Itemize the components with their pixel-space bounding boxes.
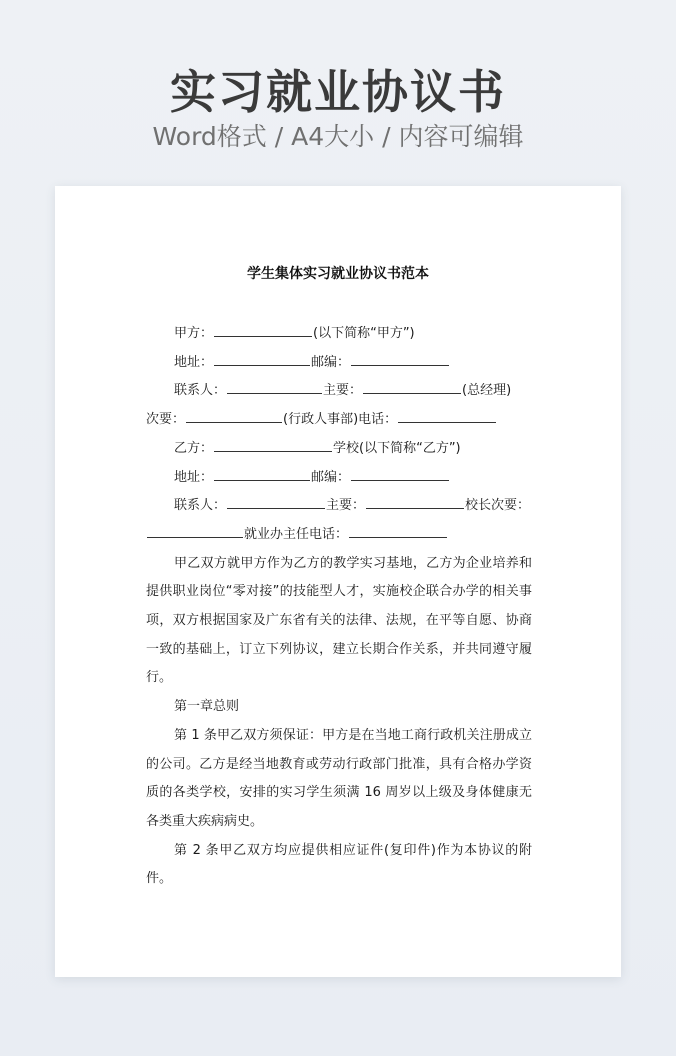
party-b-address-line <box>146 464 532 493</box>
party-a-main-label: 主要： <box>323 383 363 399</box>
party-b-director-phone-blank[interactable] <box>349 524 447 538</box>
banner-title: 实习就业协议书 <box>170 65 506 119</box>
party-a-suffix: (以下简称“甲方”) <box>313 326 415 341</box>
party-b-school-blank[interactable] <box>214 438 332 452</box>
party-b-postcode-blank[interactable] <box>351 467 449 481</box>
party-b-label: 乙方： <box>174 440 214 456</box>
party-a-contact-blank[interactable] <box>227 380 322 394</box>
party-a-main-blank[interactable] <box>363 380 461 394</box>
party-a-deputy-blank[interactable] <box>186 409 282 423</box>
party-b-contact-label: 联系人： <box>174 498 227 514</box>
party-b-main-blank[interactable] <box>366 495 464 509</box>
preamble-paragraph: 甲乙双方就甲方作为乙方的教学实习基地，乙方为企业培养和提供职业岗位“零对接”的技能型人才，实施校企联合办学的相关事项，双方根据国家及广东省有关的法律、法规，在平等自愿、协商一致的基础上，订立下列协议，建立长期合作关系，并共同遵守履行。 <box>146 555 532 686</box>
party-a-contact-line <box>146 377 532 406</box>
party-b-director-phone-label: 就业办主任电话： <box>244 526 349 542</box>
party-a-label: 甲方： <box>174 326 214 341</box>
party-a-name-blank[interactable] <box>214 323 312 337</box>
banner-subtitle: Word格式 / A4大小 / 内容可编辑 <box>152 122 524 151</box>
chapter-heading: 第一章总则 <box>174 699 240 715</box>
party-a-deputy-line <box>146 406 532 435</box>
party-a-deputy-label: 次要： <box>146 412 186 428</box>
document-page <box>55 186 621 977</box>
party-a-hr-phone-label: (行政人事部)电话： <box>283 412 398 428</box>
party-a-line <box>146 320 532 349</box>
document-title: 学生集体实习就业协议书范本 <box>247 266 429 282</box>
party-b-principal-blank[interactable] <box>147 524 243 538</box>
article-2-paragraph: 第 2 条甲乙双方均应提供相应证件(复印件)作为本协议的附件。 <box>146 842 532 887</box>
party-b-school-suffix: 学校(以下简称“乙方”) <box>333 440 461 456</box>
party-a-contact-label: 联系人： <box>174 383 227 399</box>
party-a-postcode-label: 邮编： <box>311 354 351 370</box>
party-b-line <box>146 435 532 464</box>
party-a-hr-phone-blank[interactable] <box>398 409 496 423</box>
party-a-postcode-blank[interactable] <box>351 352 449 366</box>
party-b-principal-label: 校长次要： <box>465 498 531 514</box>
party-b-address-blank[interactable] <box>214 467 310 481</box>
article-1-paragraph: 第 1 条甲乙双方须保证：甲方是在当地工商行政机关注册成立的公司。乙方是经当地教育或劳动行政部门批准，具有合格办学资质的各类学校，安排的实习学生须满 16 周岁以上级及身体健康无各类重大疾病病史。 <box>146 727 532 829</box>
party-b-postcode-label: 邮编： <box>311 469 351 485</box>
party-a-address-blank[interactable] <box>214 352 310 366</box>
party-b-address-label: 地址： <box>174 469 214 485</box>
party-a-gm-label: (总经理) <box>462 383 512 399</box>
party-b-contact-blank[interactable] <box>227 495 325 509</box>
party-b-contact-line <box>146 492 532 521</box>
document-body <box>146 320 532 894</box>
party-b-main-label: 主要： <box>326 498 366 514</box>
party-b-director-line <box>146 521 532 550</box>
party-a-address-line <box>146 349 532 378</box>
party-a-address-label: 地址： <box>174 354 214 370</box>
